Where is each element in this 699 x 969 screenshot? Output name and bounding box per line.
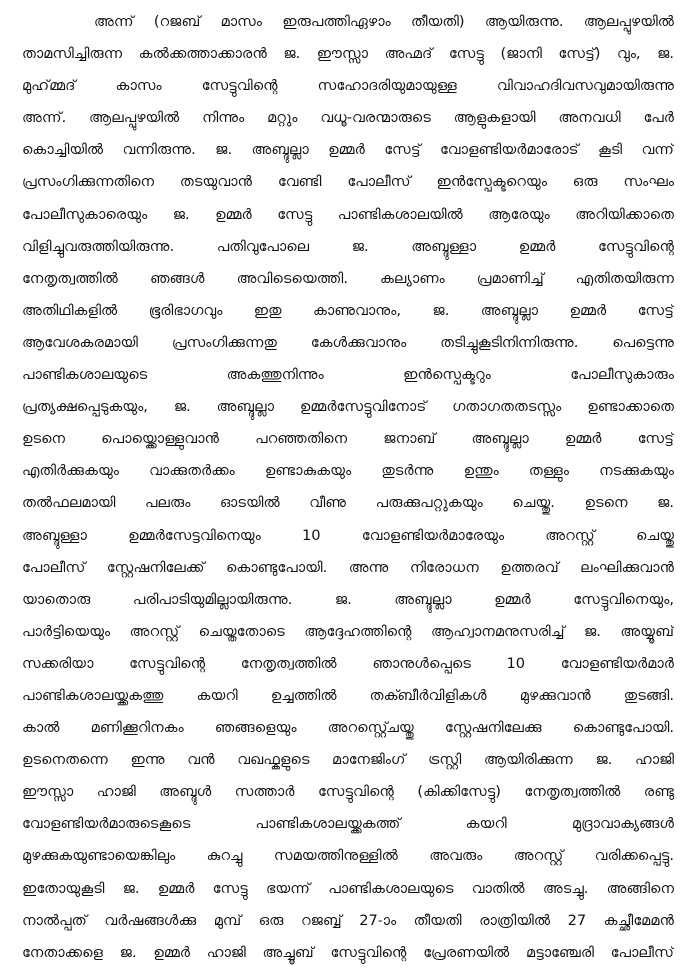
document-page	[22, 6, 674, 969]
text-line: നേതൃത്വത്തിൽ ഞങ്ങൾ അവിടെയെത്തി. കല്യാണം പ്രമാണിച്ച് എതിതയിരുന്ന	[22, 269, 674, 287]
text-line: മുഹ്മ്മദ് കാസം സേട്ടുവിന്റെ സഹോദരിയുമായുള്ള വിവാഹദിവസവുമായിരുന്നു	[22, 77, 674, 95]
text-line: കൊച്ചിയിൽ വന്നിരുന്നു. ജ. അബ്ദുല്ലാ ഉമ്മർ സേട്ട് വോളണ്ടിയർമാരോട് കൂടി വന്ന്	[22, 141, 674, 159]
text-line: അബ്ദുള്ളാ ഉമ്മർസേട്ടവിനെയും 10 വോളണ്ടിയർമാരേയും അറസ്റ്റ് ചെയ്തു	[22, 526, 674, 544]
text-line: എതിർക്കുകയും വാക്കുതർക്കം ഉണ്ടാകുകയും തുടർന്നു ഉന്തും തള്ളും നടക്കുകയും	[22, 462, 674, 480]
text-line: പാണ്ടികശാലയുടെ അകത്തുനിന്നും ഇൻസ്പെക്ടറും പോലീസുകാരും	[22, 366, 674, 384]
text-line: മുഴക്കുകയുണ്ടായെങ്കിലും കുറച്ചു സമയത്തിനുള്ളിൽ അവരും അറസ്റ്റ് വരിക്കപ്പെട്ടു.	[22, 847, 674, 865]
text-line: നേതാക്കളെ ജ. ഉമ്മർ ഹാജി അച്ചൂബ് സേട്ടുവിന്റെ പ്രേരണയിൽ മട്ടാഞ്ചേരി പോലീസ്	[22, 943, 674, 961]
text-line: പാണ്ടികശാലയ്ക്കകത്തു കയറി ഉച്ചത്തിൽ തക്ബീർവിളികൾ മുഴക്കുവാൻ തുടങ്ങി.	[22, 686, 674, 704]
text-line: പോലീസുകാരെയും ജ. ഉമ്മർ സേട്ടു പാണ്ടികശാലയിൽ ആരേയും അറിയിക്കാതെ	[22, 205, 674, 223]
text-line: അന്ന്. ആലപ്പുഴയിൽ നിന്നും മറ്റും വധൂ-വരന്മാരുടെ ആളുകളായി അനവധി പേർ	[22, 109, 674, 127]
text-line: യാതൊരു പരിപാടിയുമില്ലായിരുന്നു. ജ. അബ്ദുല്ലാ ഉമ്മർ സേട്ടുവിനെയും,	[22, 590, 674, 608]
text-line: പോലീസ് സ്റ്റേഷനിലേക്ക് കൊണ്ടുപോയി. അന്നു നിരോധന ഉത്തരവ് ലംഘിക്കുവാൻ	[22, 558, 674, 576]
text-line: ഇതോയുകൂടി ജ. ഉമ്മർ സേട്ടു ഭയന്ന് പാണ്ടികശാലയുടെ വാതിൽ അടച്ചു. അങ്ങിനെ	[22, 879, 674, 897]
text-line: പ്രസംഗിക്കുന്നതിനെ തടയുവാൻ വേണ്ടി പോലീസ് ഇൻസ്പേക്ടറെയും ഒരു സംഘം	[22, 173, 674, 191]
text-line: നാൽപ്പത് വർഷങ്ങൾക്കു മുമ്പ് ഒരു റജബ്ബ് 27-ാം തീയതി രാത്രിയിൽ 27 കച്ഛീമേമൻ	[22, 911, 674, 929]
text-line: പാർട്ടിയെയും അറസ്റ്റ് ചെയ്തതോടെ ആദ്ദേഹത്തിന്റെ ആഹ്വാനമനുസരിച്ച് ജ. അയ്യൂബ്	[22, 622, 674, 640]
text-line: അന്ന് (റജബ് മാസം ഇരുപത്തിഏഴാം തീയതി) ആയിരുന്നു. ആലപ്പുഴയിൽ	[94, 13, 674, 30]
text-line: പ്രത്യക്ഷപ്പെടുകയും, ജ. അബ്ദുല്ലാ ഉമ്മർസേട്ടുവിനോട് ഗതാഗതതടസ്സം ഉണ്ടാക്കാതെ	[22, 398, 674, 416]
text-line: അതിഥികളിൽ ഭൂരിഭാഗവും ഇതു കാണുവാനും, ജ. അബ്ദുല്ലാ ഉമ്മർ സേട്ട്	[22, 301, 674, 319]
text-line: ഈസ്സാ ഹാജി അബ്ദുൾ സത്താർ സേട്ടുവിന്റെ (കിക്കിസേട്ടു) നേതൃത്വത്തിൽ രണ്ടു	[22, 783, 674, 801]
text-line: താമസിച്ചിരുന്ന കൽക്കത്താക്കാരൻ ജ. ഈസ്സാ അഹ്മദ് സേട്ടു (ജാനി സേട്ട്) വും, ജ.	[22, 45, 674, 63]
text-line: ഉടനെ പൊയ്ക്കൊള്ളുവാൻ പറഞ്ഞതിനെ ജനാബ് അബ്ദുല്ലാ ഉമ്മർ സേട്ട്	[22, 430, 674, 448]
text-line: കാൽ മണിക്കൂറിനകം ഞങ്ങളെയും അറസ്റ്റ്ചെയ്തു സ്റ്റേഷനിലേക്കു കൊണ്ടുപോയി.	[22, 719, 674, 737]
text-line: ആവേശകരമായി പ്രസംഗിക്കുന്നതു കേൾക്കുവാനും തടിച്ചുകൂടിനിന്നിരുന്നു. പെട്ടെന്നു	[22, 333, 674, 351]
text-line: തൽഫലമായി പലരും ഓടയിൽ വീണു പരുക്കുപറ്റുകയും ചെയ്തു. ഉടനെ ജ.	[22, 494, 674, 512]
text-line: ഉടനെതന്നെ ഇന്നു വൻ വഖഫ്കളുടെ മാനേജിംഗ് ട്രസ്റ്റി ആയിരിക്കുന്ന ജ. ഹാജി	[22, 751, 674, 769]
text-line: വിളിച്ചുവരുത്തിയിരുന്നു. പതിവുപോലെ ജ. അബ്ദുള്ളാ ഉമ്മർ സേട്ടുവിന്റെ	[22, 237, 674, 255]
text-line: സക്കരിയാ സേട്ടുവിന്റെ നേതൃത്വത്തിൽ ഞാനുൾപ്പെടെ 10 വോളണ്ടിയർമാർ	[22, 654, 674, 672]
text-line: വോളണ്ടിയർമാരുടെകൂടെ പാണ്ടികശാലയ്ക്കകത്ത് കയറി മുദ്രാവാക്യങ്ങൾ	[22, 815, 674, 833]
